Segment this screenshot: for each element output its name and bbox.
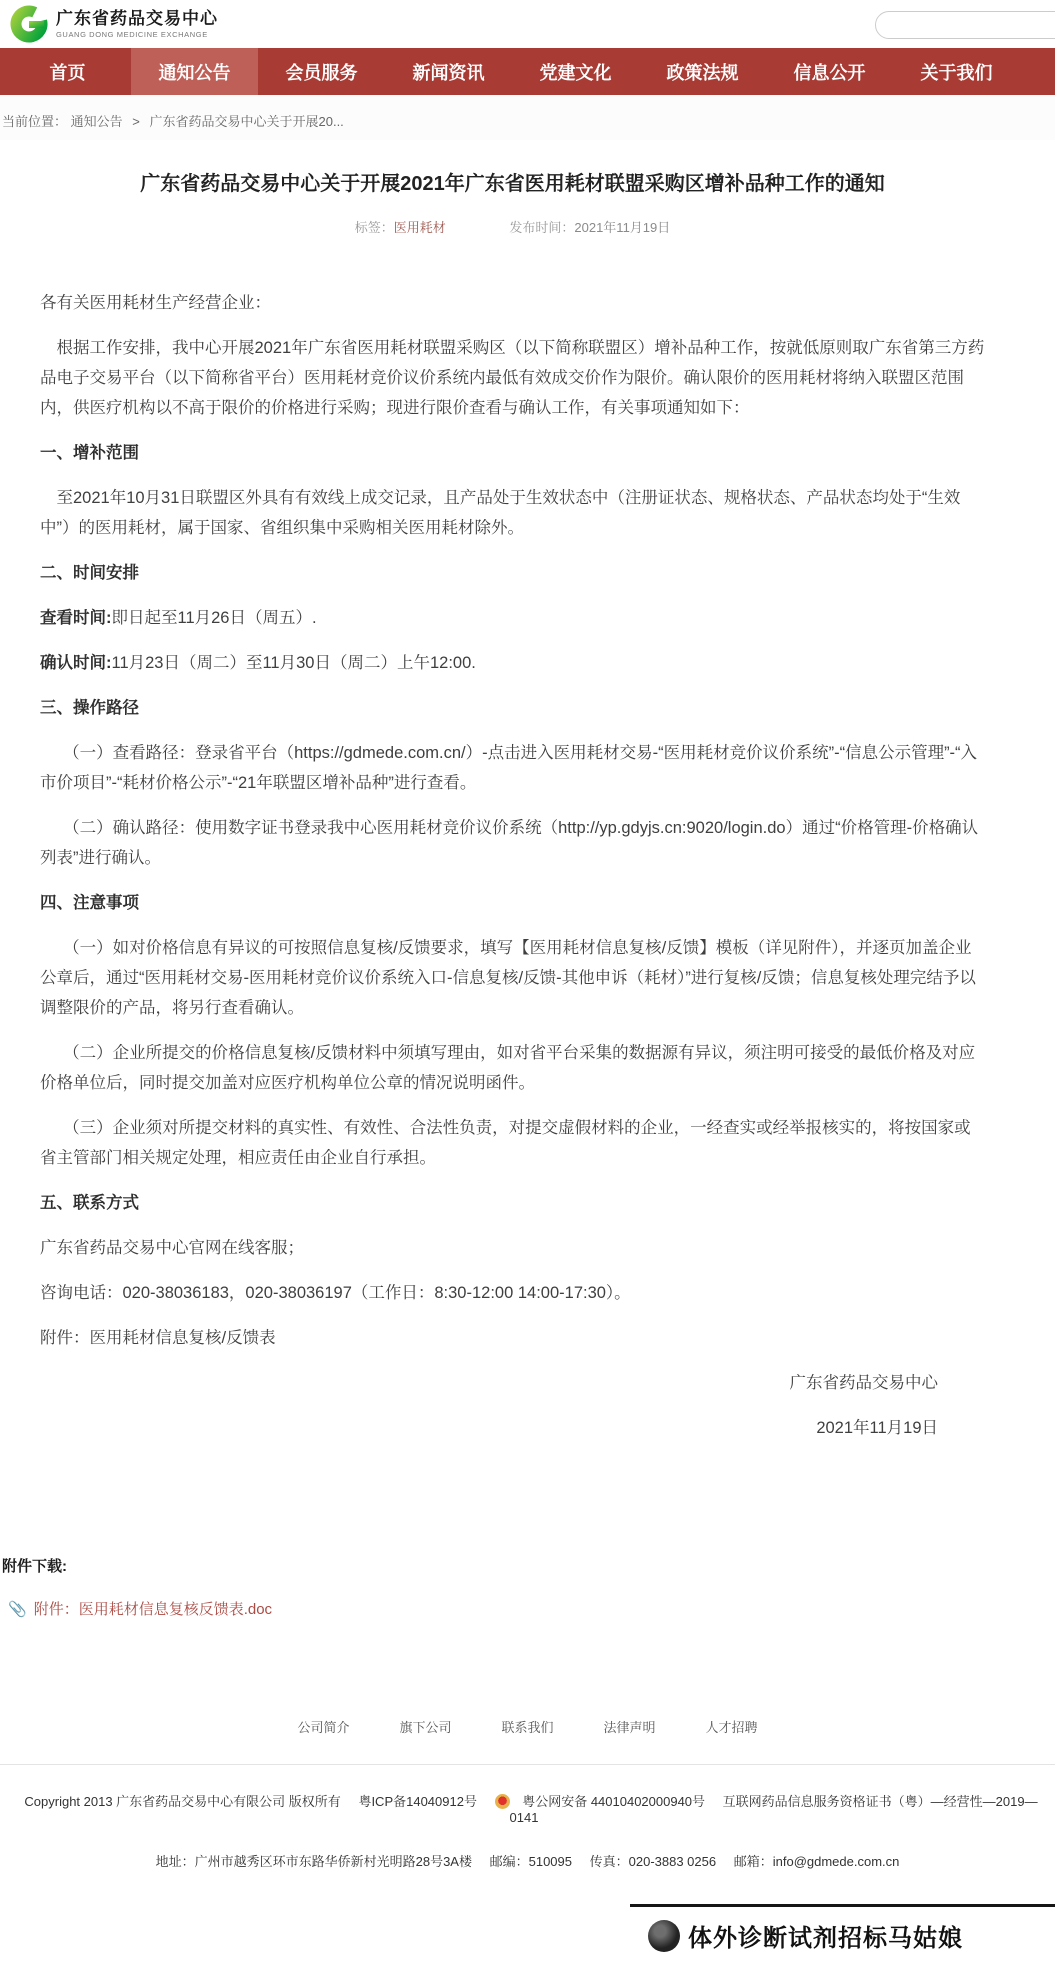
watermark-rule — [630, 1904, 1055, 1907]
search-input[interactable] — [875, 11, 1055, 39]
footer-link-legal-notice[interactable]: 法律声明 — [603, 1720, 656, 1735]
view-time-label: 查看时间: — [40, 609, 112, 627]
footer-contact-line — [0, 1851, 1055, 1870]
paragraph-scope: 至2021年10月31日联盟区外具有有效线上成交记录，且产品处于生效状态中（注册证状态、规格状态、产品状态均处于“生效中”）的医用耗材，属于国家、省组织集中采购相关医用耗材除外。 — [40, 489, 961, 537]
license-number: 互联网药品信息服务资格证书（粤）—经营性—2019—0141 — [509, 1794, 1038, 1825]
paragraph-confirm-time — [40, 648, 985, 678]
site-header — [0, 0, 1055, 48]
paragraph-note-1: （一）如对价格信息有异议的可按照信息复核/反馈要求，填写【医用耗材信息复核/反馈】模板（详见附件），并逐页加盖企业公章后，通过“医用耗材交易-医用耗材竞价议价系统入口-信息复核/反馈-其他申诉（耗材）”进行复核/反馈；信息复核处理完结予以调整限价的产品，将另行查看确认。 — [40, 939, 976, 1017]
signature-date: 2021年11月19日 — [816, 1419, 938, 1437]
watermark-logo-icon — [648, 1920, 680, 1952]
tag-label: 标签： — [354, 220, 394, 235]
paragraph-note-2: （二）企业所提交的价格信息复核/反馈材料中须填写理由，如对省平台采集的数据源有异议，须注明可接受的最低价格及对应价格单位后，同时提交加盖对应医疗机构单位公章的情况说明函件。 — [40, 1044, 976, 1092]
paragraph-confirm-path: （二）确认路径：使用数字证书登录我中心医用耗材竞价议价系统（http://yp.gdyjs.cn:9020/login.do）通过“价格管理-价格确认列表”进行确认。 — [40, 819, 979, 867]
section-heading-5: 五、联系方式 — [40, 1194, 139, 1212]
article — [0, 170, 1055, 1443]
tag-value[interactable]: 医用耗材 — [393, 220, 446, 235]
site-logo[interactable] — [10, 5, 218, 43]
paragraph-view-time — [40, 603, 985, 633]
footer-divider — [0, 1764, 1055, 1765]
nav-item-news[interactable]: 新闻资讯 — [412, 62, 485, 83]
signature-org: 广东省药品交易中心 — [789, 1374, 938, 1392]
footer-address: 地址：广州市越秀区环市东路华侨新村光明路28号3A楼 — [155, 1854, 472, 1869]
nav-item-info-disclosure[interactable]: 信息公开 — [793, 62, 866, 83]
publish-date-label: 发布时间： — [509, 220, 575, 235]
footer-email: 邮箱：info@gdmede.com.cn — [733, 1854, 900, 1869]
article-body — [40, 288, 985, 1443]
attachment-download-link[interactable]: 附件：医用耗材信息复核反馈表.doc — [33, 1601, 273, 1618]
paperclip-icon: 📎 — [8, 1600, 27, 1618]
breadcrumb-current: 广东省药品交易中心关于开展20... — [149, 114, 344, 129]
breadcrumb-section-link[interactable]: 通知公告 — [70, 114, 123, 129]
footer-fax: 传真：020-3883 0256 — [589, 1854, 717, 1869]
section-heading-3: 三、操作路径 — [40, 699, 139, 717]
nav-item-notices[interactable]: 通知公告 — [131, 48, 258, 95]
paragraph-attachment-note: 附件：医用耗材信息复核/反馈表 — [40, 1329, 276, 1347]
breadcrumb-separator: > — [132, 114, 140, 129]
copyright-text: Copyright 2013 广东省药品交易中心有限公司 版权所有 — [24, 1794, 341, 1809]
site-title: 广东省药品交易中心 — [56, 8, 218, 28]
section-heading-1: 一、增补范围 — [40, 444, 139, 462]
nav-item-party-culture[interactable]: 党建文化 — [539, 62, 612, 83]
section-heading-4: 四、注意事项 — [40, 894, 139, 912]
attachment-heading: 附件下载: — [2, 1558, 67, 1575]
page-title: 广东省药品交易中心关于开展2021年广东省医用耗材联盟采购区增补品种工作的通知 — [140, 173, 885, 195]
footer-link-subsidiaries[interactable]: 旗下公司 — [399, 1720, 452, 1735]
paragraph-salutation: 各有关医用耗材生产经营企业： — [40, 294, 271, 312]
view-time-value: 即日起至11月26日（周五）. — [111, 609, 317, 627]
paragraph-background: 根据工作安排，我中心开展2021年广东省医用耗材联盟采购区（以下简称联盟区）增补品种工作，按就低原则取广东省第三方药品电子交易平台（以下简称省平台）医用耗材竞价议价系统内最低有效成交价作为限价。确认限价的医用耗材将纳入联盟区范围内，供医疗机构以不高于限价的价格进行采购；现进行限价查看与确认工作，有关事项通知如下： — [40, 339, 985, 417]
watermark — [0, 1904, 1055, 1984]
nav-item-member-services[interactable]: 会员服务 — [285, 62, 358, 83]
footer-postcode: 邮编：510095 — [489, 1854, 572, 1869]
nav-item-about-us[interactable]: 关于我们 — [920, 62, 993, 83]
confirm-time-label: 确认时间: — [40, 654, 112, 672]
icp-number[interactable]: 粤ICP备14040912号 — [358, 1794, 477, 1809]
nav-item-policies[interactable]: 政策法规 — [666, 62, 739, 83]
footer-link-contact-us[interactable]: 联系我们 — [501, 1720, 554, 1735]
article-meta — [40, 217, 985, 236]
footer-info — [0, 1791, 1055, 1870]
paragraph-online-service: 广东省药品交易中心官网在线客服； — [40, 1239, 304, 1257]
footer-link-company-profile[interactable]: 公司简介 — [297, 1720, 350, 1735]
watermark-row — [648, 1918, 963, 1953]
public-security-badge-icon — [495, 1794, 510, 1809]
paragraph-view-path: （一）查看路径：登录省平台（https://gdmede.com.cn/）-点击进入医用耗材交易-“医用耗材竞价议价系统”-“信息公示管理”-“入市价项目”-“耗材价格公示”-“21年联盟区增补品种”进行查看。 — [40, 744, 978, 792]
site-title-en: GUANG DONG MEDICINE EXCHANGE — [56, 30, 208, 40]
breadcrumb — [0, 95, 1055, 140]
nav-item-home[interactable]: 首页 — [49, 62, 86, 83]
footer-links — [0, 1717, 1055, 1736]
footer-copyright-line — [0, 1791, 1055, 1825]
footer-link-careers[interactable]: 人才招聘 — [705, 1720, 758, 1735]
section-heading-2: 二、时间安排 — [40, 564, 139, 582]
main-navigation — [0, 48, 1055, 95]
attachment-section — [0, 1555, 1055, 1619]
security-filing-number[interactable]: 粤公网安备 44010402000940号 — [522, 1794, 706, 1809]
attachment-row — [2, 1598, 1055, 1619]
breadcrumb-prefix: 当前位置： — [2, 114, 68, 129]
logo-icon — [10, 5, 48, 43]
paragraph-note-3: （三）企业须对所提交材料的真实性、有效性、合法性负责，对提交虚假材料的企业，一经查实或经举报核实的，将按国家或省主管部门相关规定处理，相应责任由企业自行承担。 — [40, 1119, 971, 1167]
confirm-time-value: 11月23日（周二）至11月30日（周二）上午12:00. — [111, 654, 476, 672]
watermark-text: 体外诊断试剂招标马姑娘 — [688, 1925, 963, 1952]
publish-date: 2021年11月19日 — [574, 220, 671, 235]
paragraph-phone: 咨询电话：020-38036183，020-38036197（工作日：8:30-12:00 14:00-17:30）。 — [40, 1284, 631, 1302]
